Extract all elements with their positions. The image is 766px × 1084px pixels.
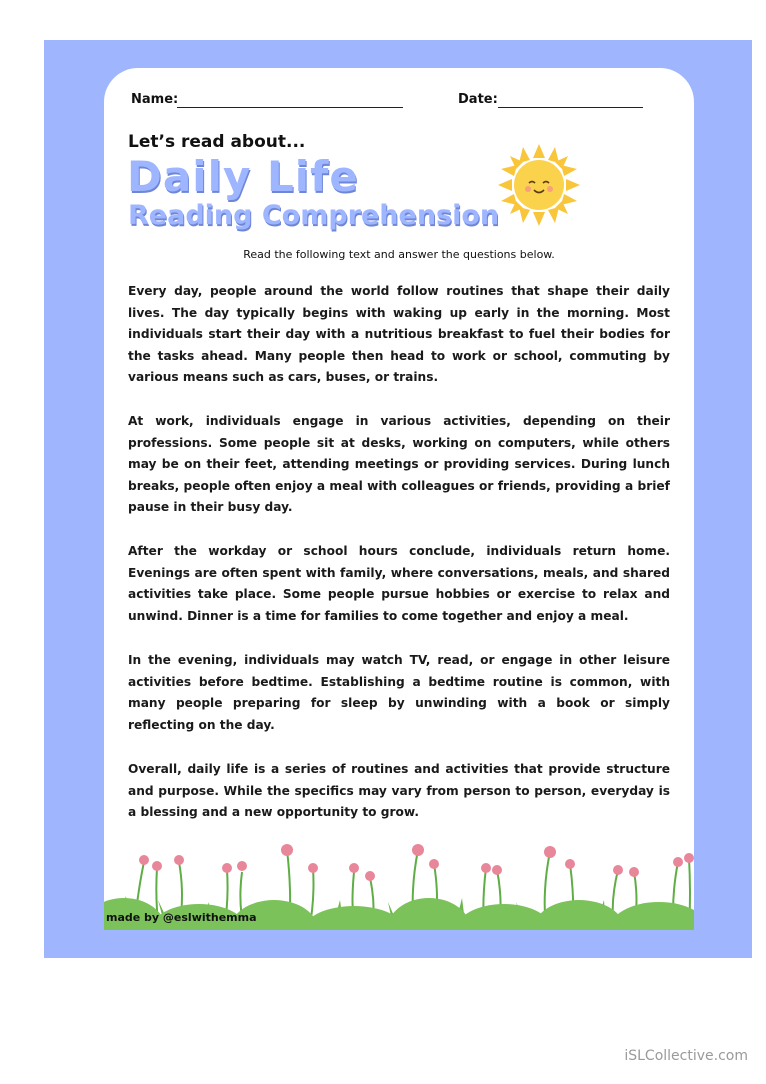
paragraph-4: In the evening, individuals may watch TV, read, or engage in other leisure activities before bedtime. Establishing a bedtime routine is common, with many people preparing for sleep by unwinding with a book or simply reflecting on the day. <box>128 653 670 732</box>
paragraph-2: At work, individuals engage in various activities, depending on their professions. Some people sit at desks, working on computers, while others may be on their feet, attending meetings or providing services. During lunch breaks, people often enjoy a meal with colleagues or friends, providing a brief pause in their busy day. <box>128 414 670 515</box>
intro-heading: Let’s read about... <box>128 132 306 152</box>
author-credit: made by @eslwithemma <box>106 911 257 924</box>
sun-icon <box>498 144 580 226</box>
name-line <box>177 107 403 108</box>
paragraph-5: Overall, daily life is a series of routines and activities that provide structure and purpose. While the specifics may vary from person to person, everyday is a blessing and a new opportunity to grow. <box>128 762 670 820</box>
site-watermark: iSLCollective.com <box>624 1048 748 1064</box>
paragraph-1: Every day, people around the world follow routines that shape their daily lives. The day typically begins with waking up early in the morning. Most individuals start their day with a nutritious breakfast to fuel their bodies for the tasks ahead. Many people then head to work or school, commuting by various means such as cars, buses, or trains. <box>128 284 670 385</box>
paragraph-3: After the workday or school hours conclude, individuals return home. Evenings are often spent with family, where conversations, meals, and shared activities take place. Some people pursue hobbies or exercise to relax and unwind. Dinner is a time for families to come together and enjoy a meal. <box>128 544 670 623</box>
date-label: Date: <box>458 92 498 107</box>
instructions: Read the following text and answer the questions below. <box>243 248 555 261</box>
page-subtitle: Reading Comprehension <box>128 200 500 231</box>
page-title: Daily Life <box>127 152 359 201</box>
name-label: Name: <box>131 92 179 107</box>
date-line <box>498 107 643 108</box>
